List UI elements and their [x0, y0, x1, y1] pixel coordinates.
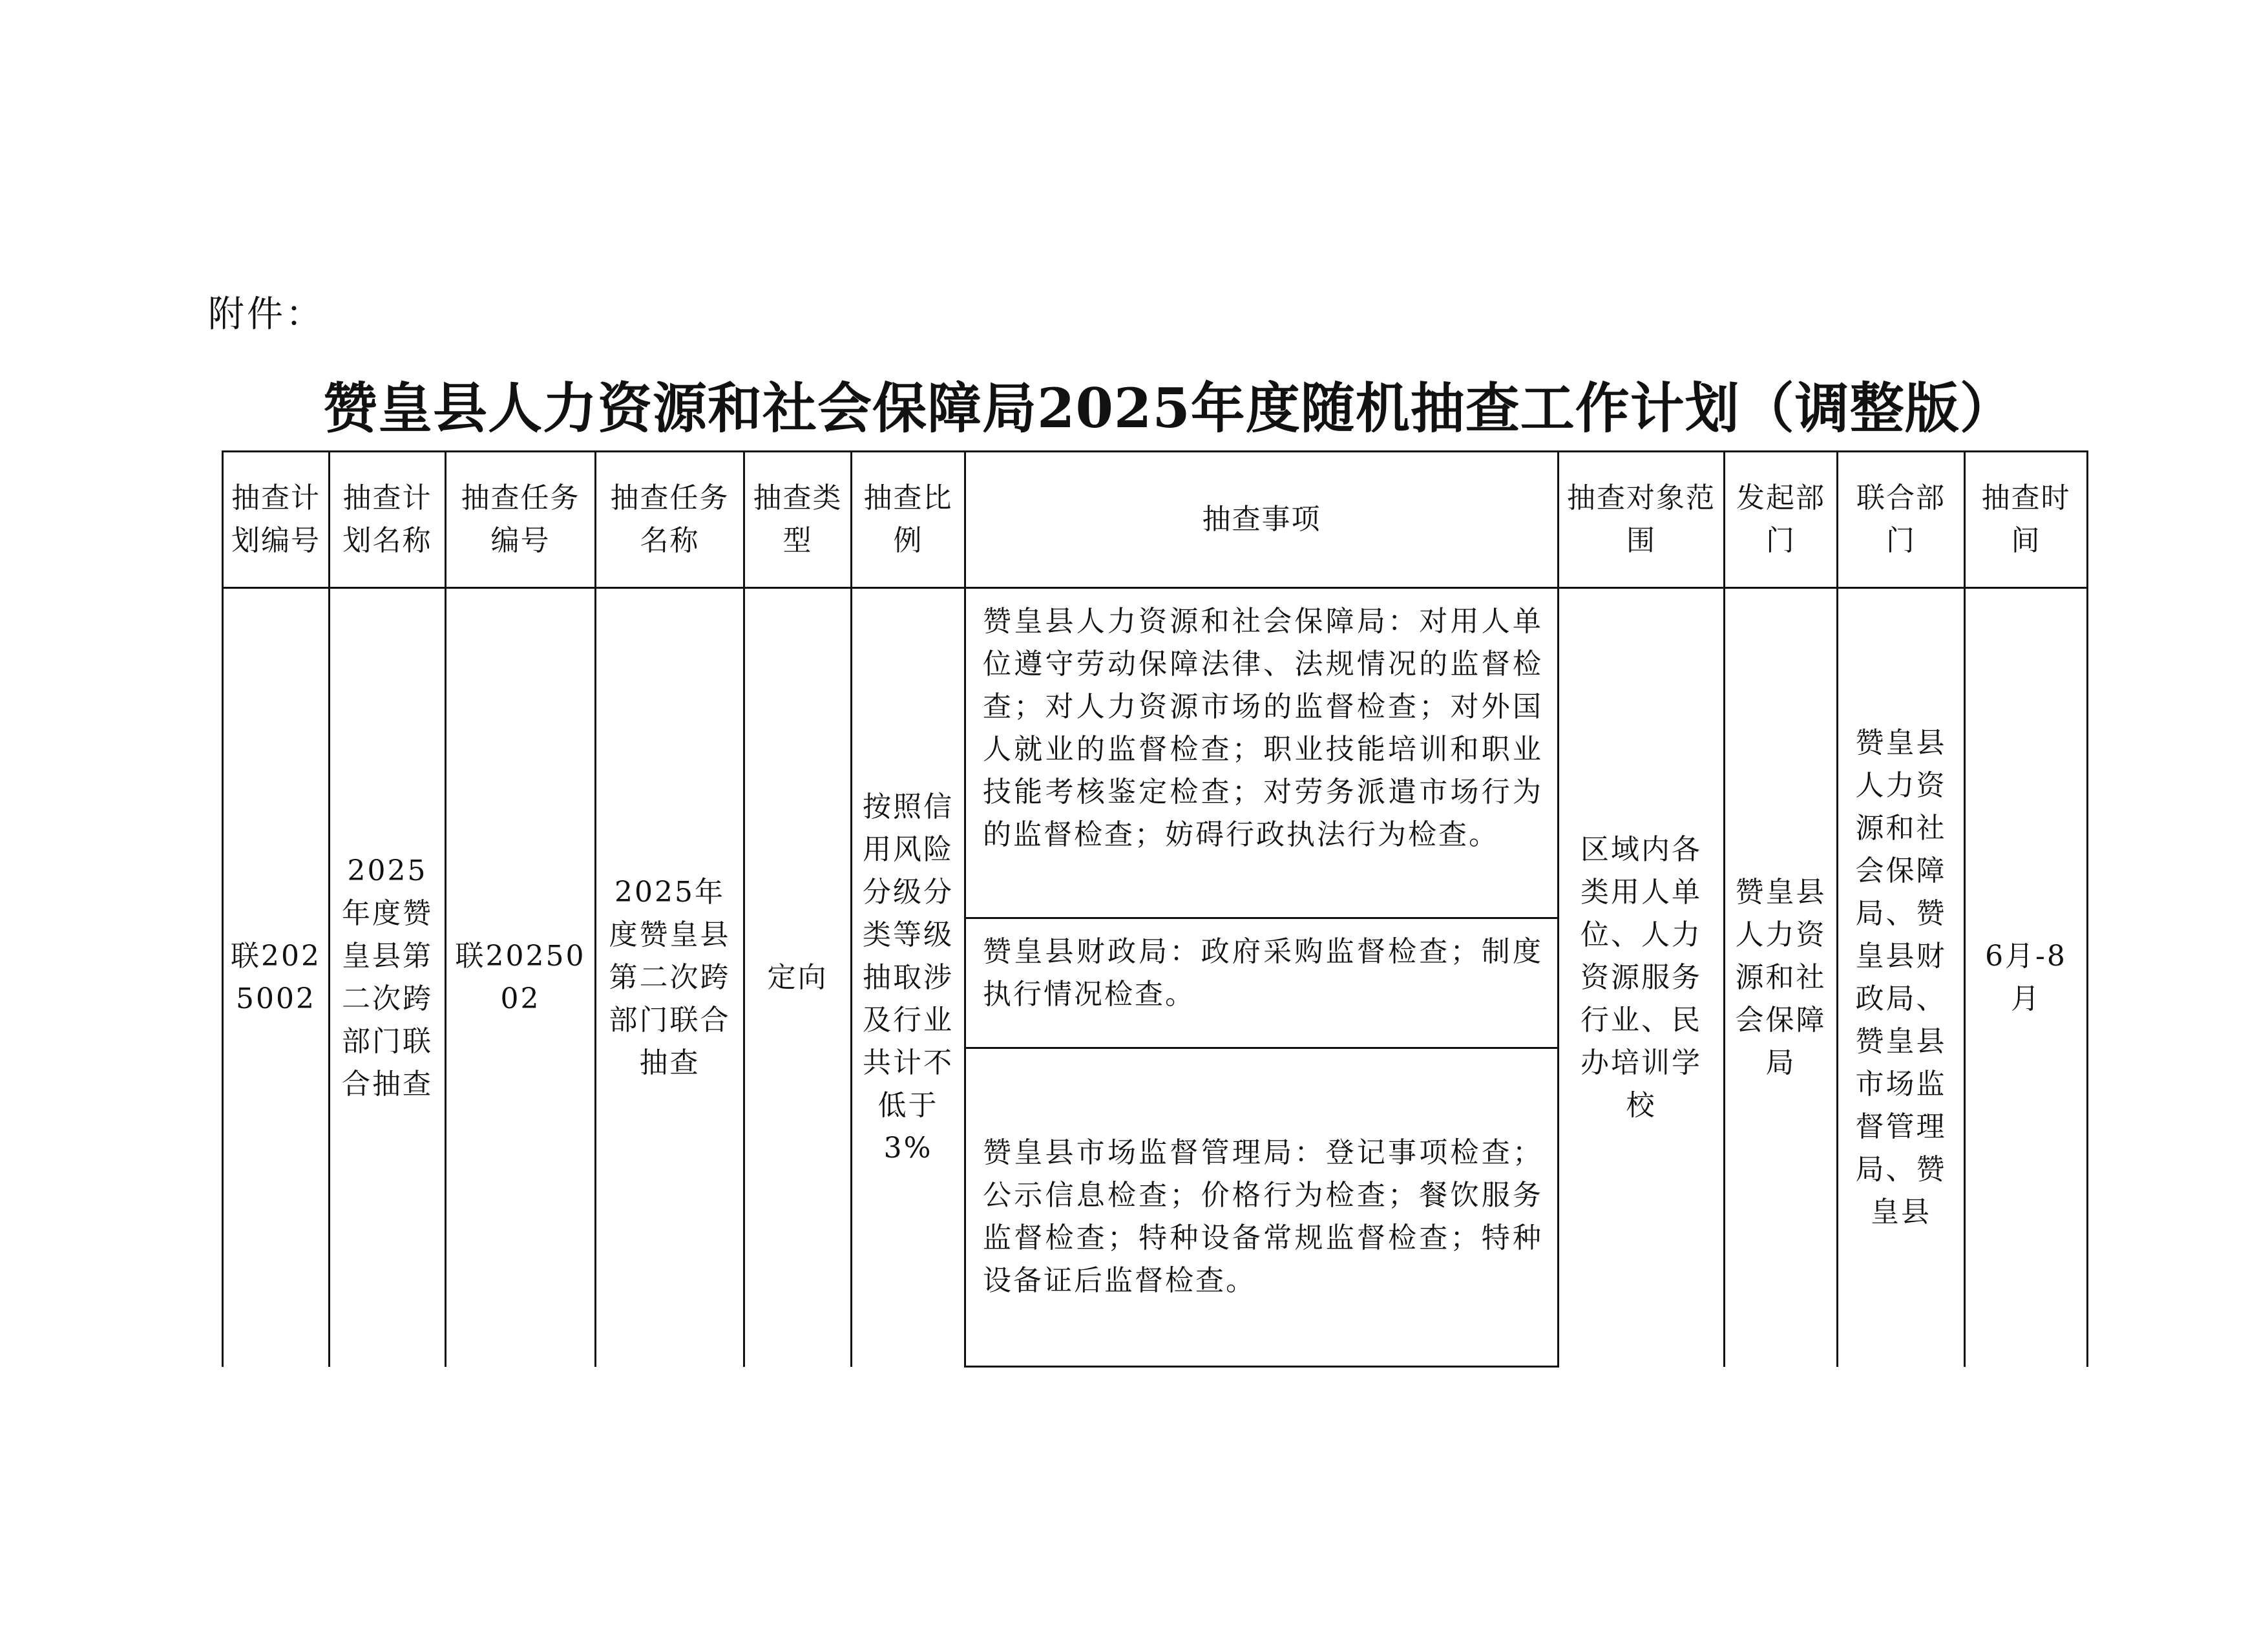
cell-item-finance-bureau: 赞皇县财政局：政府采购监督检查；制度执行情况检查。 — [965, 918, 1559, 1048]
cell-task-name: 2025年度赞皇县第二次跨部门联合抽查 — [596, 588, 744, 1367]
cell-task-no: 联2025002 — [446, 588, 596, 1367]
cell-ratio: 按照信用风险分级分类等级抽取涉及行业共计不低于3% — [852, 588, 965, 1367]
header-plan-no: 抽查计划编号 — [223, 452, 330, 588]
cell-initiator: 赞皇县人力资源和社会保障局 — [1725, 588, 1838, 1367]
header-time: 抽查时间 — [1965, 452, 2088, 588]
cell-item-hr-bureau: 赞皇县人力资源和社会保障局：对用人单位遵守劳动保障法律、法规情况的监督检查；对人力资源市场的监督检查；对外国人就业的监督检查；职业技能培训和职业技能考核鉴定检查；对劳务派遣市场行为的监督检查；妨碍行政执法行为检查。 — [965, 588, 1559, 918]
table-header-row — [223, 452, 2088, 588]
header-scope: 抽查对象范围 — [1559, 452, 1725, 588]
header-joint: 联合部门 — [1838, 452, 1965, 588]
cell-type: 定向 — [744, 588, 852, 1367]
cell-joint: 赞皇县人力资源和社会保障局、赞皇县财政局、赞皇县市场监督管理局、赞皇县 — [1838, 588, 1965, 1367]
header-ratio: 抽查比例 — [852, 452, 965, 588]
header-task-no: 抽查任务编号 — [446, 452, 596, 588]
header-task-name: 抽查任务名称 — [596, 452, 744, 588]
cell-scope: 区域内各类用人单位、人力资源服务行业、民办培训学校 — [1559, 588, 1725, 1367]
attachment-label: 附件： — [208, 293, 324, 335]
cell-plan-no: 联2025002 — [223, 588, 330, 1367]
header-items: 抽查事项 — [965, 452, 1559, 588]
cell-time: 6月-8月 — [1965, 588, 2088, 1367]
header-plan-name: 抽查计划名称 — [330, 452, 446, 588]
cell-item-market-bureau: 赞皇县市场监督管理局：登记事项检查；公示信息检查；价格行为检查；餐饮服务监督检查；特种设备常规监督检查；特种设备证后监督检查。 — [965, 1048, 1559, 1367]
table-row — [223, 588, 2088, 918]
document-title: 赞皇县人力资源和社会保障局2025年度随机抽查工作计划（调整版） — [323, 376, 2015, 440]
header-type: 抽查类型 — [744, 452, 852, 588]
inspection-plan-table — [222, 450, 2088, 1368]
header-initiator: 发起部门 — [1725, 452, 1838, 588]
cell-plan-name: 2025年度赞皇县第二次跨部门联合抽查 — [330, 588, 446, 1367]
